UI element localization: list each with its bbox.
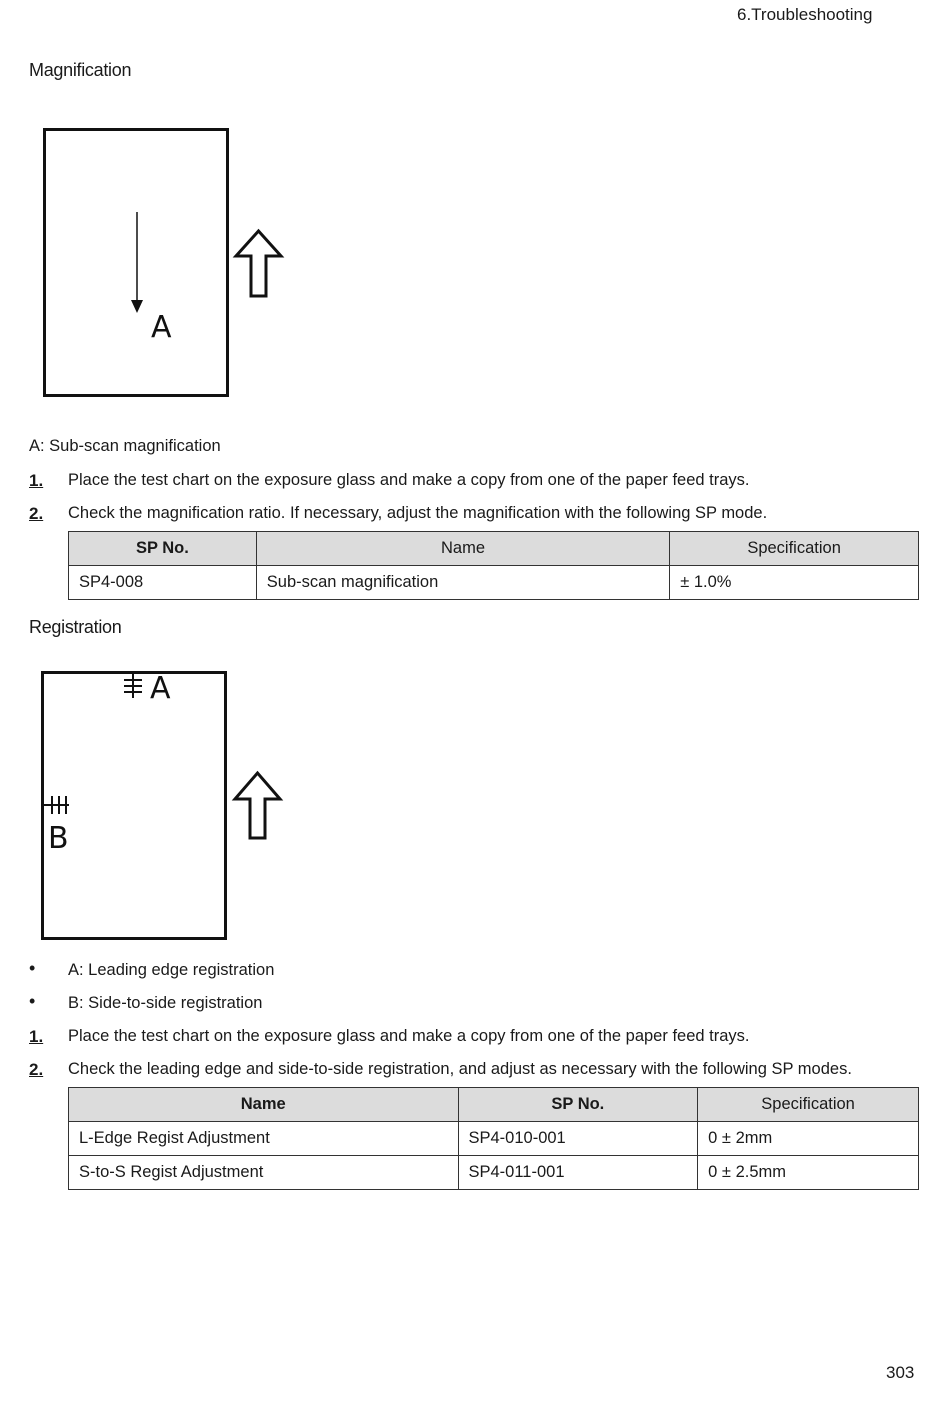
- step-number: 1.: [29, 1027, 44, 1046]
- magnification-diagram: [38, 122, 308, 407]
- table-row: [69, 1156, 919, 1190]
- column-header: Name: [69, 1088, 459, 1122]
- table-cell: Sub-scan magnification: [256, 566, 669, 600]
- table-header-row: [69, 532, 919, 566]
- paper-outline: [43, 673, 226, 939]
- table-row: [69, 1122, 919, 1156]
- figure-label-a: A: [150, 671, 171, 706]
- step-text: Place the test chart on the exposure glass and make a copy from one of the paper feed trays.: [68, 1027, 750, 1045]
- figure-label-b: B: [48, 821, 69, 856]
- magnification-caption: A: Sub-scan magnification: [29, 437, 221, 455]
- table-row: [69, 566, 919, 600]
- column-header: SP No.: [69, 532, 257, 566]
- table-cell: ± 1.0%: [670, 566, 919, 600]
- bullet-item: B: Side-to-side registration: [68, 994, 263, 1012]
- magnification-heading: Magnification: [29, 60, 132, 80]
- bullet-icon: •: [29, 991, 36, 1011]
- magnification-sp-table: [68, 531, 919, 600]
- step-text: Check the leading edge and side-to-side registration, and adjust as necessary with the following SP modes.: [68, 1060, 852, 1078]
- step-number: 2.: [29, 504, 44, 523]
- bullet-icon: •: [29, 958, 36, 978]
- side-edge-tick-marks: [44, 796, 69, 814]
- paper-outline: [45, 130, 228, 396]
- registration-heading: Registration: [29, 617, 122, 637]
- registration-diagram: [36, 664, 306, 949]
- sub-scan-arrow-head: [131, 300, 143, 313]
- section-header: 6.Troubleshooting: [737, 5, 873, 24]
- table-cell: L-Edge Regist Adjustment: [69, 1122, 459, 1156]
- leading-edge-tick-marks: [124, 674, 142, 698]
- step-number: 2.: [29, 1060, 44, 1079]
- table-cell: SP4-011-001: [458, 1156, 698, 1190]
- column-header: Specification: [670, 532, 919, 566]
- table-cell: 0 ± 2mm: [698, 1122, 919, 1156]
- bullet-item: A: Leading edge registration: [68, 961, 275, 979]
- step-text: Check the magnification ratio. If necessary, adjust the magnification with the following SP mode.: [68, 504, 768, 522]
- column-header: Specification: [698, 1088, 919, 1122]
- table-header-row: [69, 1088, 919, 1122]
- table-cell: SP4-010-001: [458, 1122, 698, 1156]
- feed-direction-arrow-icon: [235, 773, 280, 838]
- column-header: SP No.: [458, 1088, 698, 1122]
- table-cell: SP4-008: [69, 566, 257, 600]
- table-cell: 0 ± 2.5mm: [698, 1156, 919, 1190]
- column-header: Name: [256, 532, 669, 566]
- page-number: 303: [886, 1363, 915, 1382]
- table-cell: S-to-S Regist Adjustment: [69, 1156, 459, 1190]
- step-number: 1.: [29, 471, 44, 490]
- step-text: Place the test chart on the exposure glass and make a copy from one of the paper feed trays.: [68, 471, 750, 489]
- figure-label-a: A: [151, 310, 172, 345]
- registration-sp-table: [68, 1087, 919, 1190]
- feed-direction-arrow-icon: [236, 231, 281, 296]
